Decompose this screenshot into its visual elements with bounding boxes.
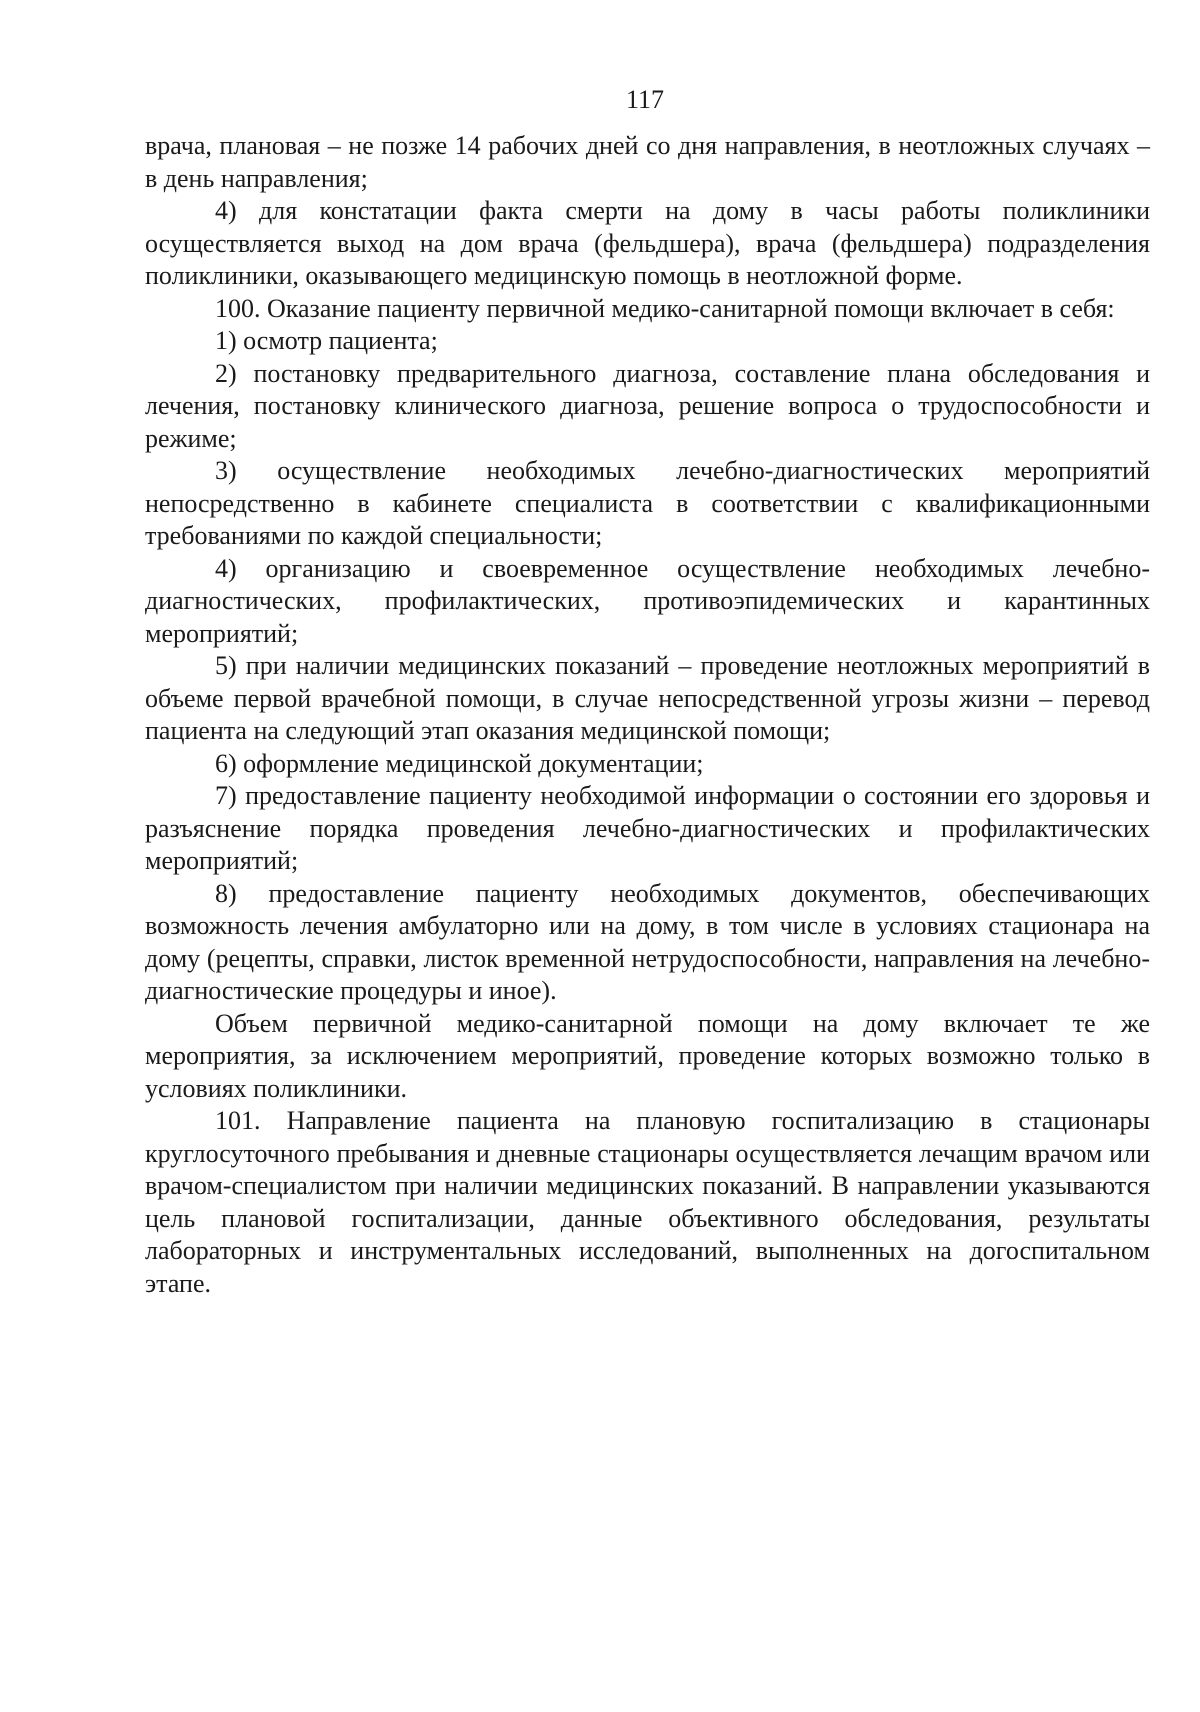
paragraph-home-care-scope: Объем первичной медико-санитарной помощи на дому включает те же мероприятия, за исключением мероприятий, проведение которых возможно только в условиях поликлиники. xyxy=(145,1008,1150,1103)
paragraph-item-7: 7) предоставление пациенту необходимой информации о состоянии его здоровья и разъяснение порядка проведения лечебно-диагностических и профилактических мероприятий; xyxy=(145,781,1150,875)
paragraph-clause-100: 100. Оказание пациенту первичной медико-санитарной помощи включает в себя: xyxy=(215,293,1115,323)
paragraph-item-3: 3) осуществление необходимых лечебно-диагностических мероприятий непосредственно в кабинете специалиста в соответствии с квалификационными требованиями по каждой специальности; xyxy=(145,456,1150,550)
paragraph-item-4-death-confirmation: 4) для констатации факта смерти на дому в часы работы поликлиники осуществляется выход на дом врача (фельдшера), врача (фельдшера) подразделения поликлиники, оказывающего медицинскую помощь в неотложной форме. xyxy=(145,196,1150,290)
paragraph-item-4: 4) организацию и своевременное осуществление необходимых лечебно-диагностических, профилактических, противоэпидемических и карантинных мероприятий; xyxy=(145,553,1150,648)
paragraph-item-8: 8) предоставление пациенту необходимых документов, обеспечивающих возможность лечения амбулаторно или на дому, в том числе в условиях стационара на дому (рецепты, справки, листок временной нетрудоспособности, направления на лечебно-диагностические процедуры и иное). xyxy=(145,878,1150,1005)
page-number: 117 xyxy=(625,85,665,114)
paragraph-item-2: 2) постановку предварительного диагноза, составление плана обследования и лечения, постановку клинического диагноза, решение вопроса о трудоспособности и режиме; xyxy=(145,358,1150,453)
paragraph-clause-101: 101. Направление пациента на плановую госпитализацию в стационары круглосуточного пребывания и дневные стационары осуществляется лечащим врачом или врачом-специалистом при наличии медицинских показаний. В направлении указываются цель плановой госпитализации, данные объективного обследования, результаты лабораторных и инструментальных исследований, выполненных на догоспитальном этапе. xyxy=(145,1106,1150,1298)
paragraph-continuation: врача, плановая – не позже 14 рабочих дней со дня направления, в неотложных случаях – в день направления; xyxy=(145,131,1150,193)
paragraph-item-5: 5) при наличии медицинских показаний – проведение неотложных мероприятий в объеме первой врачебной помощи, в случае непосредственной угрозы жизни – перевод пациента на следующий этап оказания медицинской помощи; xyxy=(145,651,1150,745)
paragraph-item-1: 1) осмотр пациента; xyxy=(215,326,438,355)
paragraph-item-6: 6) оформление медицинской документации; xyxy=(215,748,704,778)
document-body xyxy=(145,130,1150,1300)
